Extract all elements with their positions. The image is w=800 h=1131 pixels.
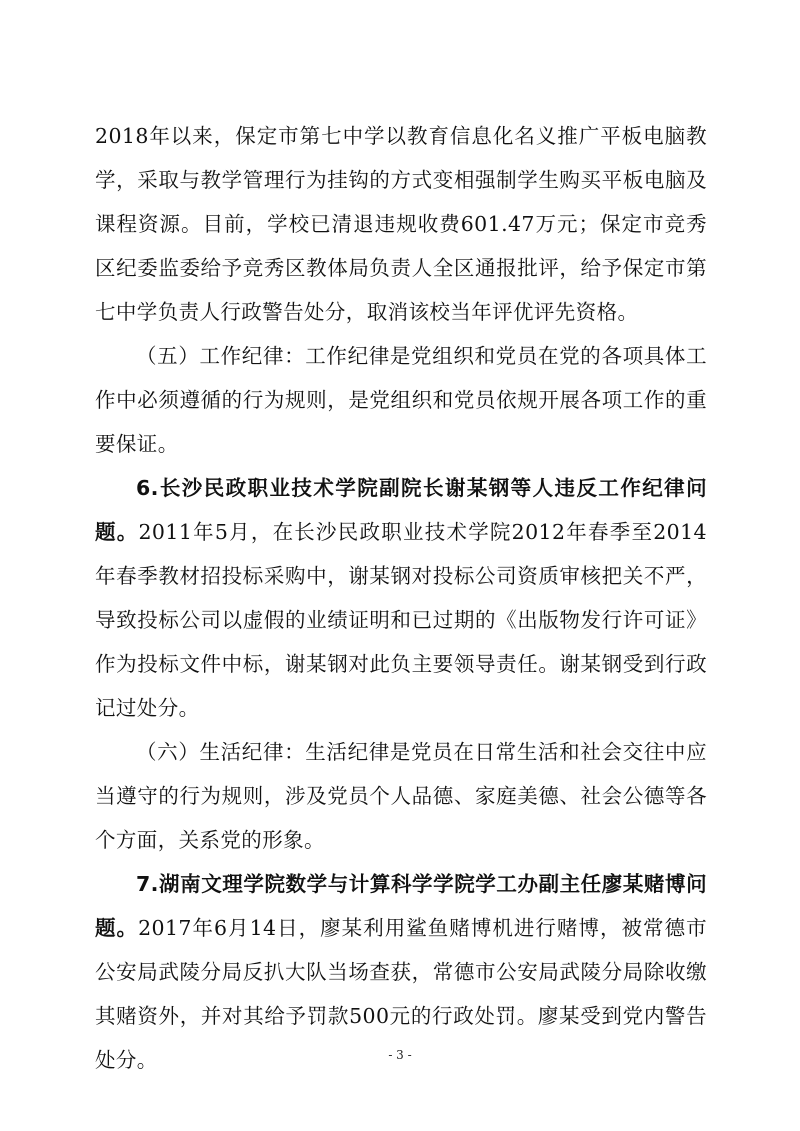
page-number: - 3 - (388, 1048, 412, 1062)
paragraph-life-discipline (95, 730, 707, 862)
paragraph-text: （五）工作纪律：工作纪律是党组织和党员在党的各项具体工作中必须遵循的行为规则，是党组织和党员依规开展各项工作的重要保证。 (95, 344, 707, 456)
paragraph-text: 2017年6月14日，廖某利用鲨鱼赌博机进行赌博，被常德市公安局武陵分局反扒大队当场查获，常德市公安局武陵分局除收缴其赌资外，并对其给予罚款500元的行政处罚。廖某受到党内警告处分。 (95, 916, 707, 1072)
case-heading: 7.湖南文理学院数学与计算科学学院学工办副主任廖某赌博问题。 (95, 872, 707, 940)
paragraph-case-5-continuation (95, 114, 707, 334)
paragraph-text: （六）生活纪律：生活纪律是党员在日常生活和社会交往中应当遵守的行为规则，涉及党员个人品德、家庭美德、社会公德等各个方面，关系党的形象。 (95, 740, 707, 852)
paragraph-text: 2018年以来，保定市第七中学以教育信息化名义推广平板电脑教学，采取与教学管理行为挂钩的方式变相强制学生购买平板电脑及课程资源。目前，学校已清退违规收费601.47万元；保定市竞秀区纪委监委给予竞秀区教体局负责人全区通报批评，给予保定市第七中学负责人行政警告处分，取消该校当年评优评先资格。 (95, 124, 707, 324)
paragraph-text: 2011年5月，在长沙民政职业技术学院2012年春季至2014年春季教材招投标采购中，谢某钢对投标公司资质审核把关不严，导致投标公司以虚假的业绩证明和已过期的《出版物发行许可证》作为投标文件中标，谢某钢对此负主要领导责任。谢某钢受到行政记过处分。 (95, 520, 707, 720)
paragraph-work-discipline (95, 334, 707, 466)
paragraph-case-6 (95, 466, 707, 730)
document-body (95, 114, 707, 1082)
case-heading: 6.长沙民政职业技术学院副院长谢某钢等人违反工作纪律问题。 (95, 476, 707, 544)
